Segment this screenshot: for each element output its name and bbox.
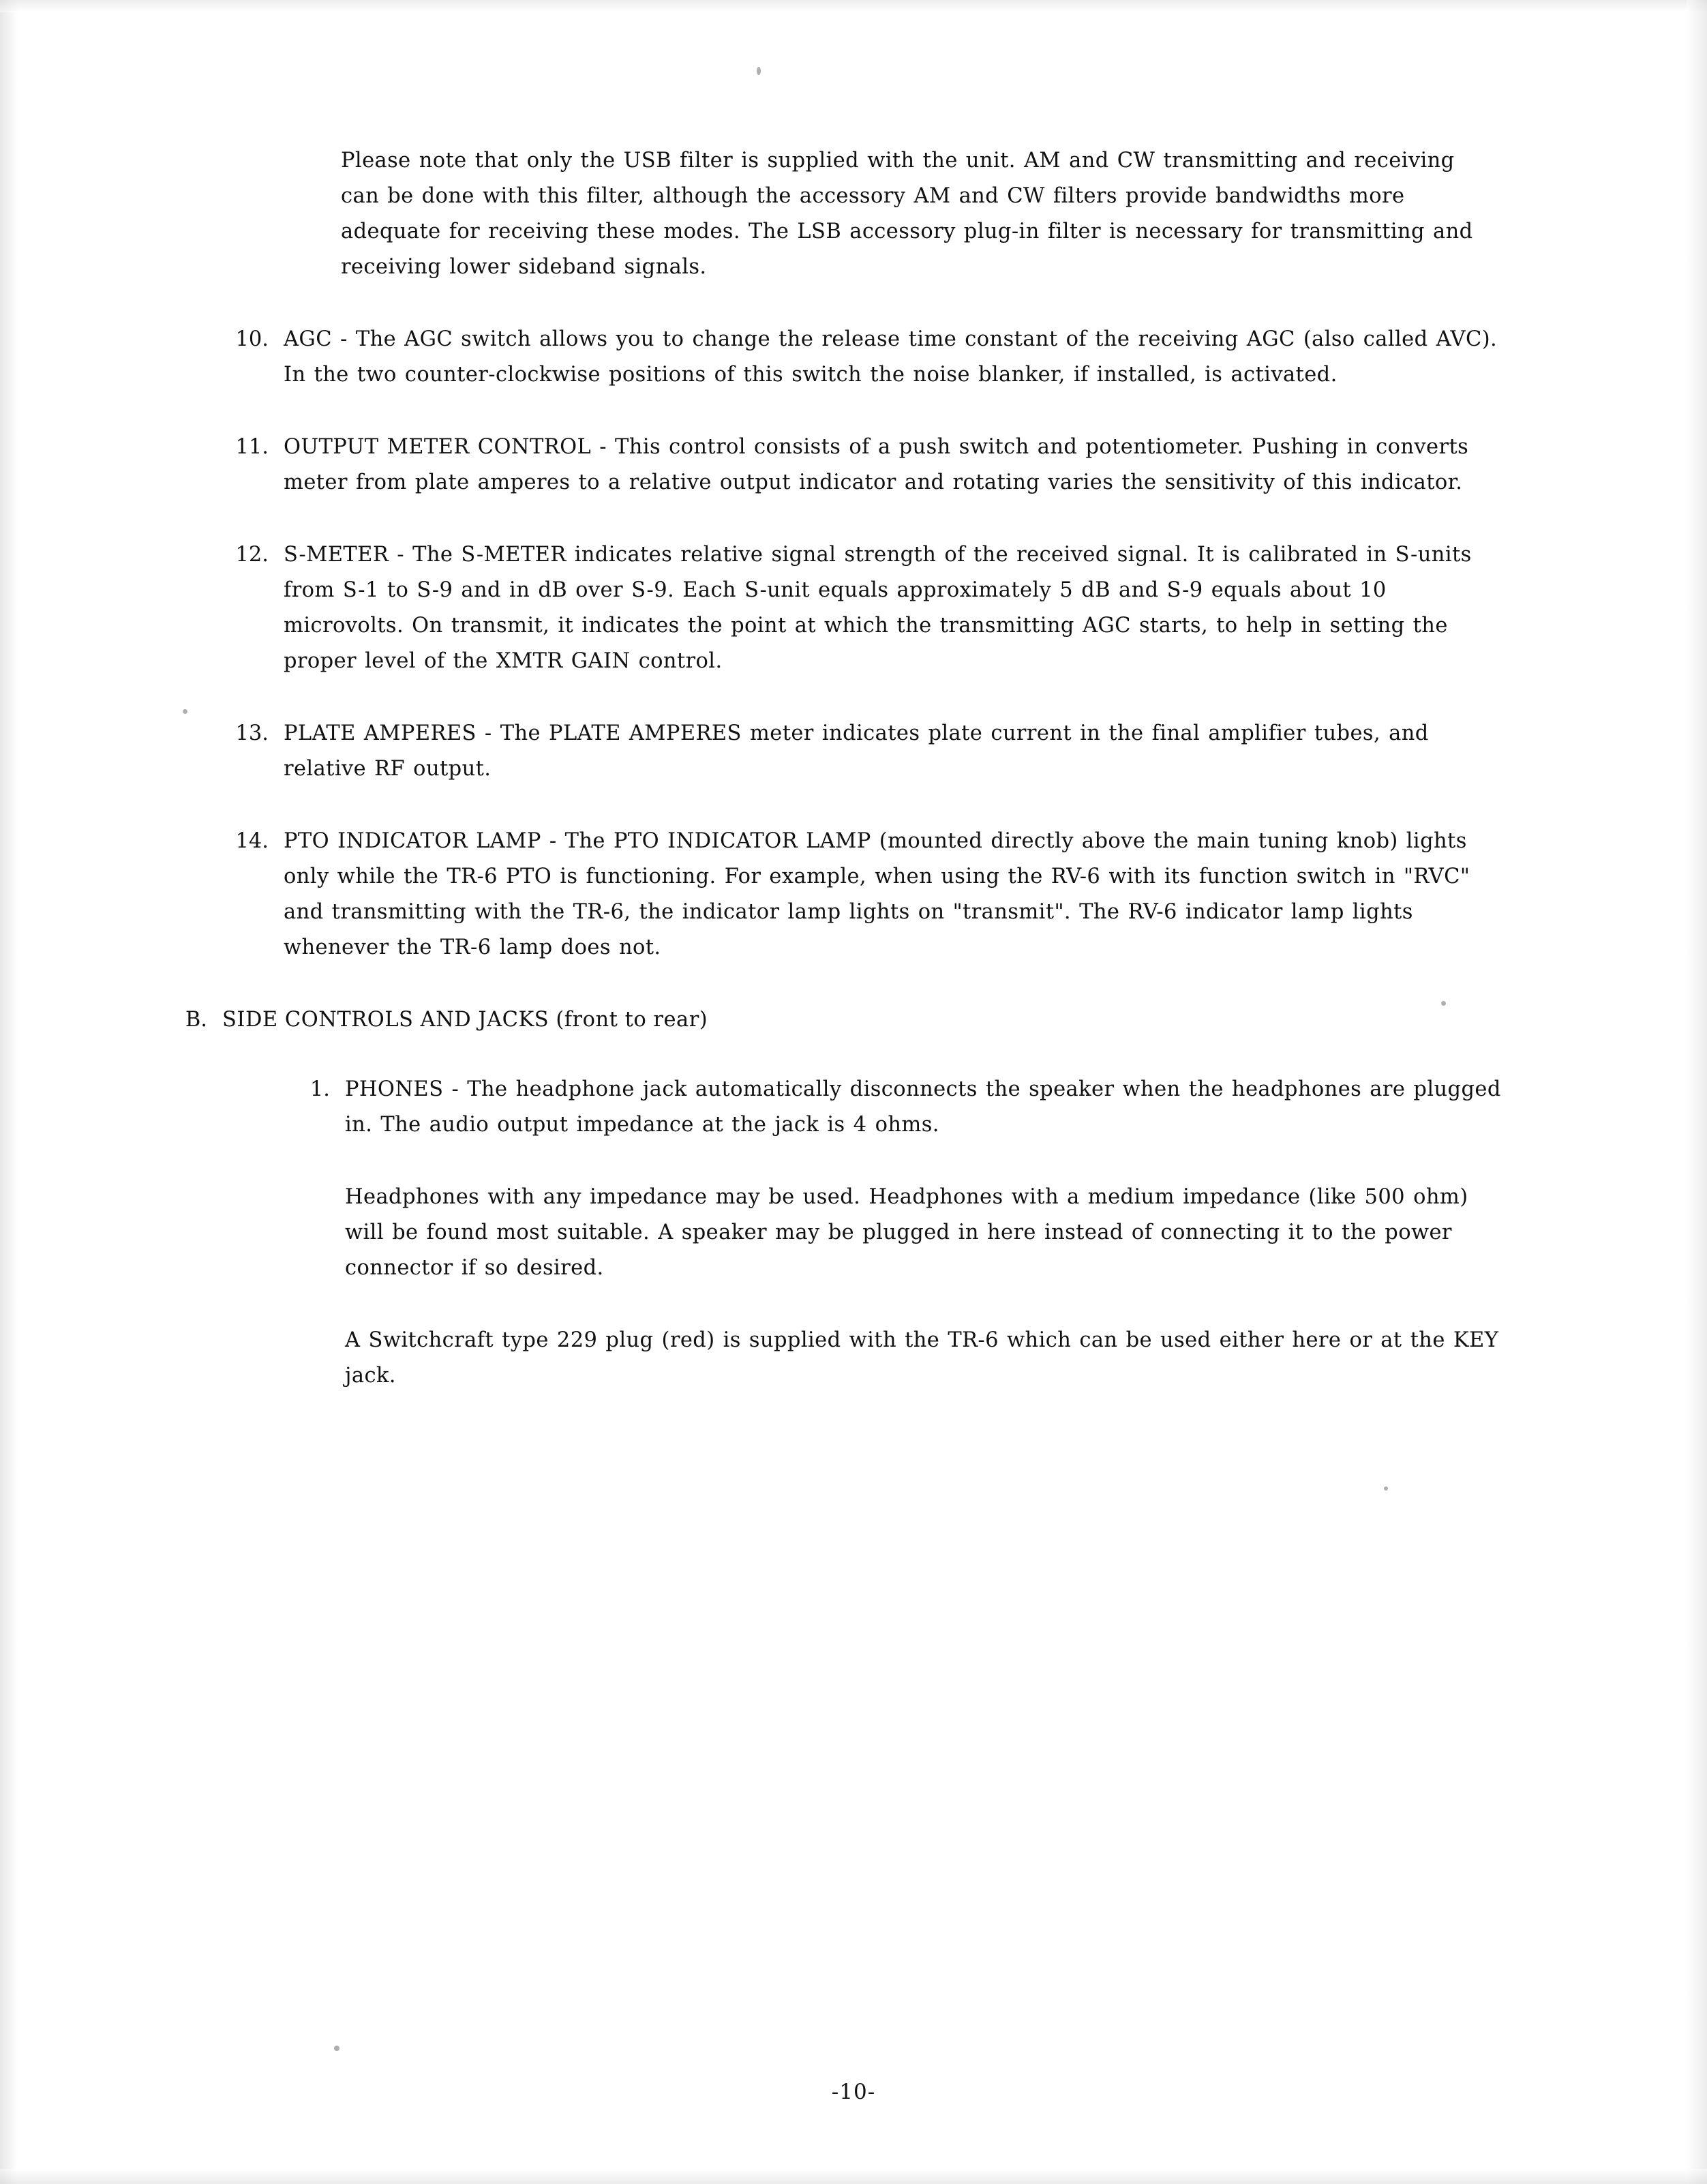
scan-speck xyxy=(1384,1486,1388,1491)
numbered-item-13 xyxy=(205,716,1513,787)
scan-edge-left xyxy=(0,0,18,2184)
page-number: -10- xyxy=(831,2080,876,2104)
section-letter: B. xyxy=(185,1008,207,1032)
item-text: AGC - The AGC switch allows you to change the release time constant of the receiving AGC (also called AVC). In the two counter-clockwise positions of this switch the noise blanker, if installed, is activated. xyxy=(284,327,1498,387)
item-text: PTO INDICATOR LAMP - The PTO INDICATOR LAMP (mounted directly above the main tuning knob) lights only while the TR-6 PTO is functioning. For example, when using the RV-6 with its function switch in "RVC" and transmitting with the TR-6, the indicator lamp lights on "transmit". The RV-6 indicator lamp lights whenever the TR-6 lamp does not. xyxy=(284,829,1470,959)
item-text: S-METER - The S-METER indicates relative signal strength of the received signal. It is calibrated in S-units from S-1 to S-9 and in dB over S-9. Each S-unit equals approximately 5 dB and S-9 equals about 10 microvolts. On transmit, it indicates the point at which the transmitting AGC starts, to help in setting the proper level of the XMTR GAIN control. xyxy=(284,543,1472,673)
item-number: 12. xyxy=(235,543,269,567)
numbered-item-12 xyxy=(205,537,1513,679)
item-number: 14. xyxy=(235,829,269,853)
numbered-item-10 xyxy=(205,322,1513,393)
section-title: SIDE CONTROLS AND JACKS (front to rear) xyxy=(222,1008,708,1032)
item-text: PLATE AMPERES - The PLATE AMPERES meter indicates plate current in the final amplifier tubes, and relative RF output. xyxy=(284,721,1429,781)
section-b-continuation-2: A Switchcraft type 229 plug (red) is supplied with the TR-6 which can be used either here or at the KEY jack. xyxy=(345,1328,1499,1388)
section-b-item-1 xyxy=(266,1072,1513,1143)
scan-speck xyxy=(183,709,187,714)
item-text: PHONES - The headphone jack automatically disconnects the speaker when the headphones are plugged in. The audio output impedance at the jack is 4 ohms. xyxy=(345,1077,1501,1137)
scan-speck xyxy=(334,2046,339,2051)
numbered-item-14 xyxy=(205,824,1513,966)
intro-paragraph: Please note that only the USB filter is supplied with the unit. AM and CW transmitting and receiving can be done with this filter, although the accessory AM and CW filters provide bandwidths more adequate for receiving these modes. The LSB accessory plug-in filter is necessary for transmitting and receiving lower sideband signals. xyxy=(341,149,1473,279)
item-number: 10. xyxy=(235,327,269,351)
scan-speck xyxy=(757,67,761,75)
numbered-item-11 xyxy=(205,430,1513,500)
scan-edge-top xyxy=(0,0,1707,12)
body-text-column xyxy=(185,143,1513,1431)
item-number: 13. xyxy=(235,721,269,745)
item-text: OUTPUT METER CONTROL - This control consists of a push switch and potentiometer. Pushing in converts meter from plate amperes to a relative output indicator and rotating varies the sensitivity of this indicator. xyxy=(284,435,1469,494)
item-number: 1. xyxy=(309,1077,330,1101)
section-heading-b xyxy=(143,1002,1513,1038)
scan-edge-bottom xyxy=(0,2169,1707,2184)
scan-edge-right xyxy=(1687,0,1707,2184)
section-b-continuation-1: Headphones with any impedance may be used. Headphones with a medium impedance (like 500 ohm) will be found most suitable. A speaker may be plugged in here instead of connecting it to the power connector if so desired. xyxy=(345,1185,1468,1280)
item-number: 11. xyxy=(235,435,269,459)
